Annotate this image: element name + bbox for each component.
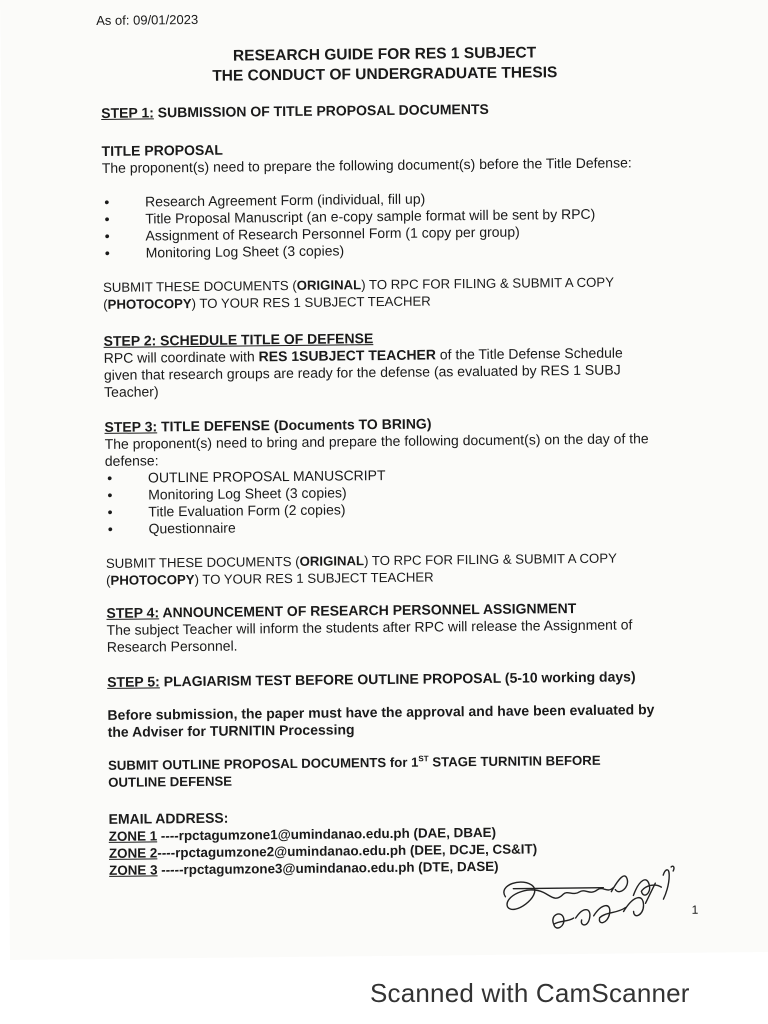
- step1-document-list: [102, 188, 663, 262]
- zone-label: ZONE 1: [108, 828, 158, 844]
- document-subtitle: THE CONDUCT OF UNDERGRADUATE THESIS: [212, 64, 558, 85]
- photocopy-label: PHOTOCOPY: [107, 296, 192, 312]
- step4-title: ANNOUNCEMENT OF RESEARCH PERSONNEL ASSIGNMENT: [158, 599, 577, 621]
- list-item: ● Monitoring Log Sheet (3 copies): [103, 239, 663, 262]
- step1-label: STEP 1:: [101, 104, 154, 121]
- step3-document-list: [105, 464, 666, 538]
- list-item: ● Assignment of Research Personnel Form (1 copy per group): [102, 222, 662, 245]
- document-title: RESEARCH GUIDE FOR RES 1 SUBJECT: [232, 44, 537, 65]
- step4-label: STEP 4:: [106, 604, 160, 621]
- zone1-email: ZONE 1 ----rpctagumzone1@umindanao.edu.ph (DAE, DBAE): [108, 824, 497, 844]
- list-item: ● Questionnaire: [105, 515, 665, 538]
- list-item: ● Research Agreement Form (individual, fill up): [102, 188, 662, 211]
- step5-heading: [107, 668, 667, 691]
- camscanner-footer: Scanned with CamScanner: [370, 978, 690, 1008]
- step1-heading: [101, 99, 661, 122]
- step1-title: SUBMISSION OF TITLE PROPOSAL DOCUMENTS: [153, 100, 489, 121]
- zone3-email: ZONE 3 -----rpctagumzone3@umindanao.edu.ph (DTE, DASE): [109, 858, 499, 878]
- title-proposal-subheading: TITLE PROPOSAL: [101, 141, 224, 159]
- photocopy-label: PHOTOCOPY: [110, 571, 195, 588]
- page-number: 1: [691, 902, 699, 917]
- original-label: ORIGINAL: [299, 553, 365, 569]
- email-heading: EMAIL ADDRESS:: [108, 809, 229, 827]
- step2-text: RPC will coordinate with RES 1SUBJECT TEACHER of the Title Defense Schedule given that research groups are ready for the defense (as evaluated by RES 1 SUBJ Teacher): [103, 344, 623, 400]
- res1-teacher-label: RES 1SUBJECT TEACHER: [258, 346, 437, 365]
- step1-intro: The proponent(s) need to prepare the following document(s) before the Title Defense:: [101, 154, 632, 176]
- step3-submit-instruction: SUBMIT THESE DOCUMENTS (ORIGINAL) TO RPC FOR FILING & SUBMIT A COPY (PHOTOCOPY) TO YOUR RES 1 SUBJECT TEACHER: [105, 550, 617, 588]
- zone-label: ZONE 2: [108, 845, 158, 861]
- zone-label: ZONE 3: [109, 862, 158, 878]
- zone2-email: ZONE 2----rpctagumzone2@umindanao.edu.ph (DEE, DCJE, CS&IT): [108, 841, 538, 861]
- handwritten-signature: [493, 865, 704, 947]
- list-item: ● OUTLINE PROPOSAL MANUSCRIPT: [105, 464, 665, 487]
- step5-label: STEP 5:: [107, 673, 160, 690]
- list-item: ● Monitoring Log Sheet (3 copies): [105, 481, 665, 504]
- step2-heading: STEP 2: SCHEDULE TITLE OF DEFENSE: [103, 330, 374, 349]
- step3-intro: The proponent(s) need to bring and prepare the following document(s) on the day of the defense:: [104, 430, 649, 469]
- step5-title: PLAGIARISM TEST BEFORE OUTLINE PROPOSAL (5-10 working days): [159, 668, 636, 690]
- step5-submit-instruction: SUBMIT OUTLINE PROPOSAL DOCUMENTS for 1ST STAGE TURNITIN BEFORE OUTLINE DEFENSE: [107, 752, 601, 790]
- original-label: ORIGINAL: [296, 277, 362, 293]
- as-of-date: As of: 09/01/2023: [96, 11, 199, 28]
- step4-text: The subject Teacher will inform the students after RPC will release the Assignment of Research Personnel.: [106, 616, 633, 655]
- step1-submit-instruction: SUBMIT THESE DOCUMENTS (ORIGINAL) TO RPC FOR FILING & SUBMIT A COPY (PHOTOCOPY) TO YOUR RES 1 SUBJECT TEACHER: [102, 274, 614, 312]
- step5-approval-note: Before submission, the paper must have the approval and have been evaluated by the Adviser for TURNITIN Processing: [107, 701, 655, 740]
- list-item: ● Title Evaluation Form (2 copies): [105, 498, 665, 521]
- step3-title: TITLE DEFENSE (Documents TO BRING): [157, 415, 432, 435]
- list-item: ● Title Proposal Manuscript (an e-copy sample format will be sent by RPC): [102, 205, 662, 228]
- step3-label: STEP 3:: [104, 418, 158, 435]
